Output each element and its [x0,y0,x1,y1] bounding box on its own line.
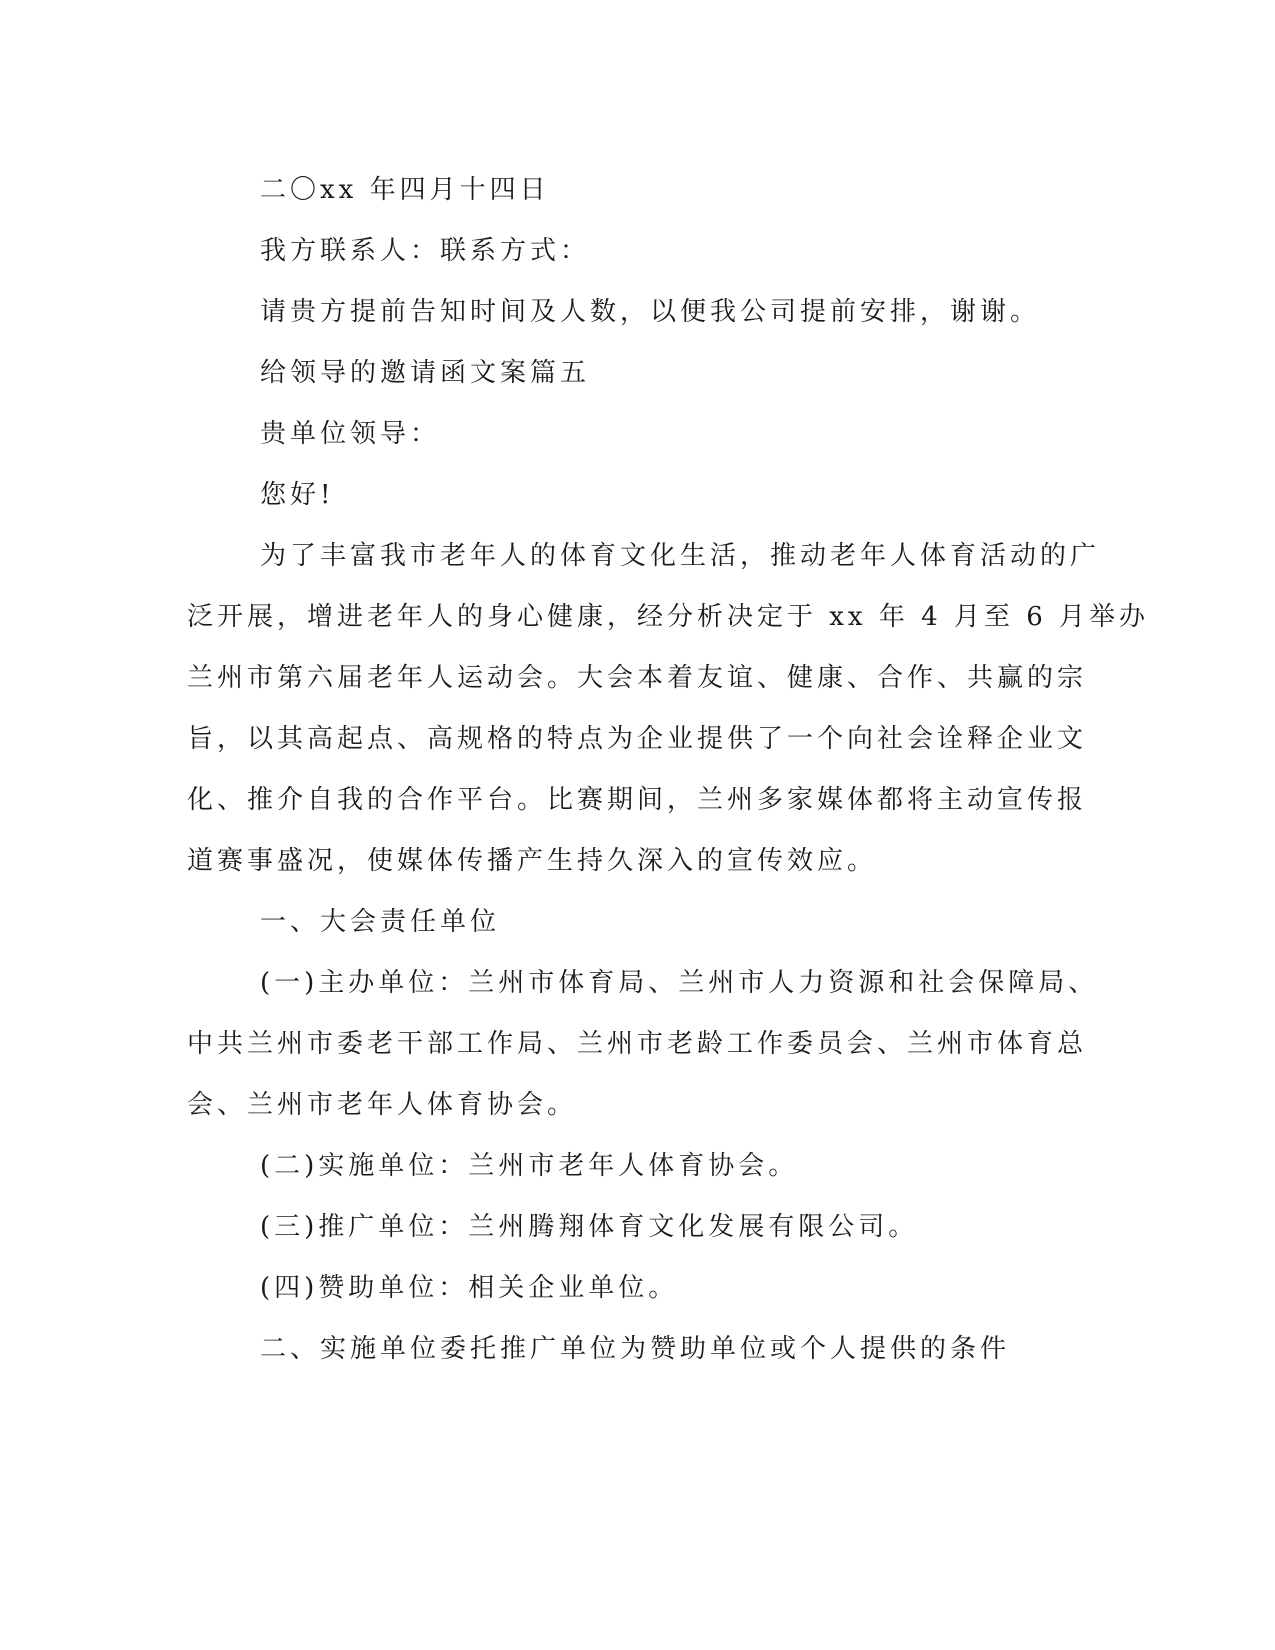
contact-line: 我方联系人：联系方式： [260,236,591,266]
request-line: 请贵方提前告知时间及人数，以便我公司提前安排，谢谢。 [260,297,1041,327]
section-1-heading: 一、大会责任单位 [260,907,501,937]
section-title: 给领导的邀请函文案篇五 [260,358,591,388]
greeting: 您好! [260,480,335,510]
intro-paragraph-line-4: 旨，以其高起点、高规格的特点为企业提供了一个向社会诠释企业文 [187,724,1088,754]
organizer-line-2: 中共兰州市委老干部工作局、兰州市老龄工作委员会、兰州市体育总 [187,1029,1088,1059]
date-line: 二〇xx 年四月十四日 [260,175,550,205]
section-2-heading: 二、实施单位委托推广单位为赞助单位或个人提供的条件 [260,1334,1011,1364]
document-body [187,160,1149,1380]
implementer-line: (二)实施单位：兰州市老年人体育协会。 [260,1151,799,1181]
organizer-line-1: (一)主办单位：兰州市体育局、兰州市人力资源和社会保障局、 [260,968,1099,998]
intro-paragraph-line-6: 道赛事盛况，使媒体传播产生持久深入的宣传效应。 [187,846,878,876]
promoter-line: (三)推广单位：兰州腾翔体育文化发展有限公司。 [260,1212,919,1242]
intro-paragraph-line-1: 为了丰富我市老年人的体育文化生活，推动老年人体育活动的广 [260,541,1101,571]
sponsor-line: (四)赞助单位：相关企业单位。 [260,1273,679,1303]
intro-paragraph-line-2: 泛开展，增进老年人的身心健康，经分析决定于 xx 年 4 月至 6 月举办 [187,602,1149,632]
salutation: 贵单位领导： [260,419,441,449]
organizer-line-3: 会、兰州市老年人体育协会。 [187,1090,578,1120]
intro-paragraph-line-5: 化、推介自我的合作平台。比赛期间，兰州多家媒体都将主动宣传报 [187,785,1088,815]
intro-paragraph-line-3: 兰州市第六届老年人运动会。大会本着友谊、健康、合作、共赢的宗 [187,663,1088,693]
